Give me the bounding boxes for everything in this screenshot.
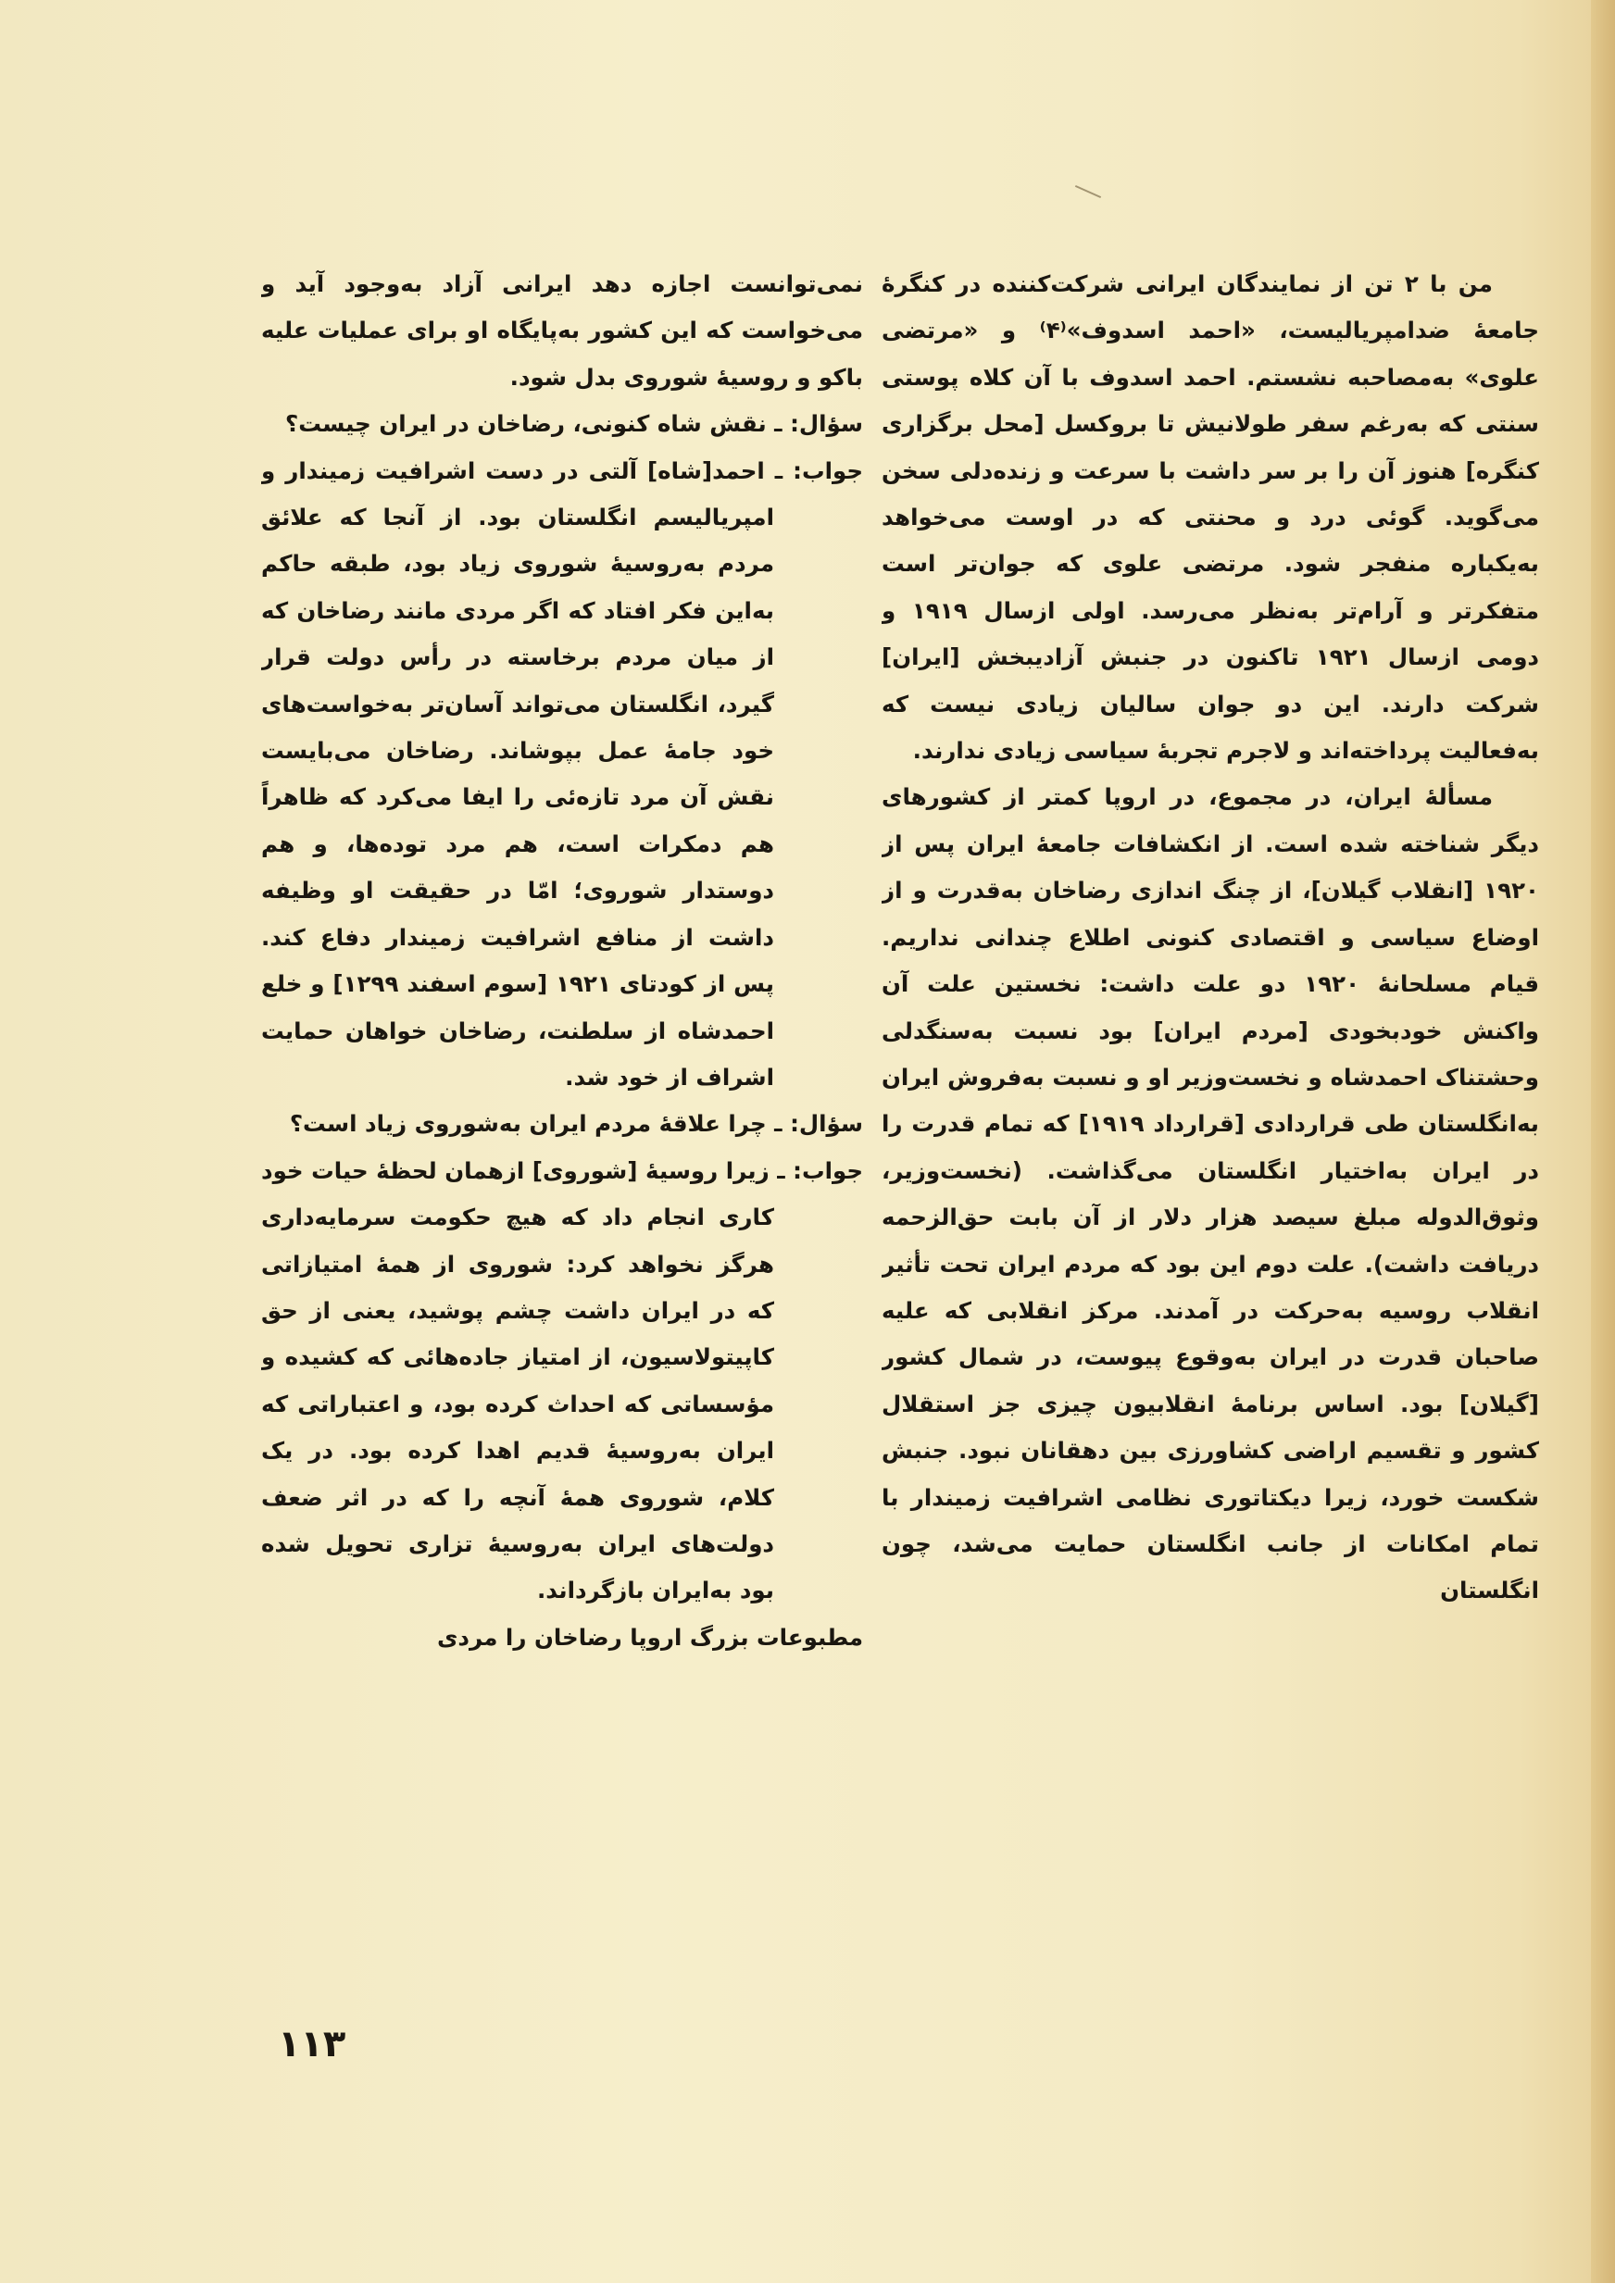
page-number: ۱۱۳ bbox=[278, 2023, 346, 2065]
paper-edge-right bbox=[1591, 0, 1615, 2296]
right-text-column bbox=[882, 261, 1539, 2113]
left-text-column bbox=[261, 261, 863, 2113]
paper-edge-bottom bbox=[0, 2283, 1615, 2296]
pen-mark bbox=[1075, 185, 1101, 198]
question-reza-khan-role: سؤال: ـ نقش شاه کنونی، رضاخان در ایران چیست؟ bbox=[285, 410, 863, 438]
paragraph-continuation: نمی‌توانست اجازه دهد ایرانی آزاد به‌وجود آید و می‌خواست که این کشور به‌پایگاه او برای عملیات علیه باکو و روسیهٔ شوروی بدل شود. bbox=[261, 270, 863, 391]
paragraph-iran-question: مسألهٔ ایران، در مجموع، در اروپا کمتر از کشورهای دیگر شناخته شده است. از انکشافات جامعهٔ ایران پس از ۱۹۲۰ [انقلاب گیلان]، از چنگ اندازی رضاخان به‌قدرت و از اوضاع سیاسی و اقتصادی کنونی اطلاع چندانی نداریم. قیام مسلحانهٔ ۱۹۲۰ دو علت داشت: نخستین علت آن واکنش خودبخودی [مردم ایران] بود نسبت به‌سنگدلی وحشتناک احمدشاه و نخست‌وزیر او و نسبت به‌فروش ایران به‌انگلستان طی قراردادی [قرارداد ۱۹۱۹] که تمام قدرت را در ایران به‌اختیار انگلستان می‌گذاشت. (نخست‌وزیر، وثوق‌الدوله مبلغ سیصد هزار دلار از آن بابت حق‌الزحمه دریافت داشت). علت دوم این بود که مردم ایران تحت تأثیر انقلاب روسیه به‌حرکت در آمدند. مرکز انقلابی که علیه صاحبان قدرت در ایران به‌وقوع پیوست، در شمال کشور [گیلان] بود. اساس برنامهٔ انقلابیون چیزی جز استقلال کشور و تقسیم اراضی کشاورزی بین دهقانان نبود. جنبش شکست خورد، زیرا دیکتاتوری نظامی اشرافیت زمیندار با تمام امکانات از جانب انگلستان حمایت می‌شد، چون انگلستان bbox=[882, 783, 1539, 1604]
answer-soviet-interest: جواب: ـ زیرا روسیهٔ [شوروی] ازهمان لحظهٔ حیات خود کاری انجام داد که هیچ حکومت سرمایه‌داری هرگز نخواهد کرد: شوروی از همهٔ امتیازاتی که در ایران داشت چشم پوشید، یعنی از حق کاپیتولاسیون، از امتیاز جاده‌هائی که کشیده و مؤسساتی که احداث کرده بود، و اعتباراتی که ایران به‌روسیهٔ قدیم اهدا کرده بود. در یک کلام، شوروی همهٔ آنچه را که در اثر ضعف دولت‌های ایران به‌روسیهٔ تزاری تحویل شده بود به‌ایران بازگرداند. bbox=[261, 1156, 863, 1604]
paragraph-european-press: مطبوعات بزرگ اروپا رضاخان را مردی bbox=[436, 1623, 863, 1651]
answer-reza-khan-role: جواب: ـ احمد[شاه] آلتی در دست اشرافیت زمیندار و امپریالیسم انگلستان بود. از آنجا که علائق مردم به‌روسیهٔ شوروی زیاد بود، طبقه حاکم به‌این فکر افتاد که اگر مردی مانند رضاخان که از میان مردم برخاسته در رأس دولت قرار گیرد، انگلستان می‌تواند آسان‌تر به‌خواست‌های خود جامهٔ عمل بپوشاند. رضاخان می‌بایست نقش آن مرد تازه‌ئی را ایفا می‌کرد که ظاهراً هم دمکرات است، هم مرد توده‌ها، و هم دوستدار شوروی؛ امّا در حقیقت او وظیفه داشت از منافع اشرافیت زمیندار دفاع کند. پس از کودتای ۱۹۲۱ [سوم اسفند ۱۲۹۹] و خلع احمدشاه از سلطنت، رضاخان خواهان حمایت اشراف از خود شد. bbox=[261, 456, 863, 1091]
question-soviet-interest: سؤال: ـ چرا علاقهٔ مردم ایران به‌شوروی زیاد است؟ bbox=[289, 1110, 863, 1138]
paragraph-interview-intro: من با ۲ تن از نمایندگان ایرانی شرکت‌کننده در کنگرهٔ جامعهٔ ضدامپریالیست، «احمد اسدوف»⁽۴⁾ و «مرتضی علوی» به‌مصاحبه نشستم. احمد اسدوف با آن کلاه پوستی سنتی که به‌رغم سفر طولانیش تا بروکسل [محل برگزاری کنگره] هنوز آن را بر سر داشت با سرعت و زنده‌دلی سخن می‌گوید. گوئی درد و محنتی که در اوست می‌خواهد به‌یکباره منفجر شود. مرتضی علوی که جوان‌تر است متفکرتر و آرام‌تر به‌نظر می‌رسد. اولی ازسال ۱۹۱۹ و دومی ازسال ۱۹۲۱ تاکنون در جنبش آزادیبخش [ایران] شرکت دارند. این دو جوان سالیان زیادی نیست که به‌فعالیت پرداخته‌اند و لاجرم تجربهٔ سیاسی زیادی ندارند. bbox=[882, 270, 1539, 765]
